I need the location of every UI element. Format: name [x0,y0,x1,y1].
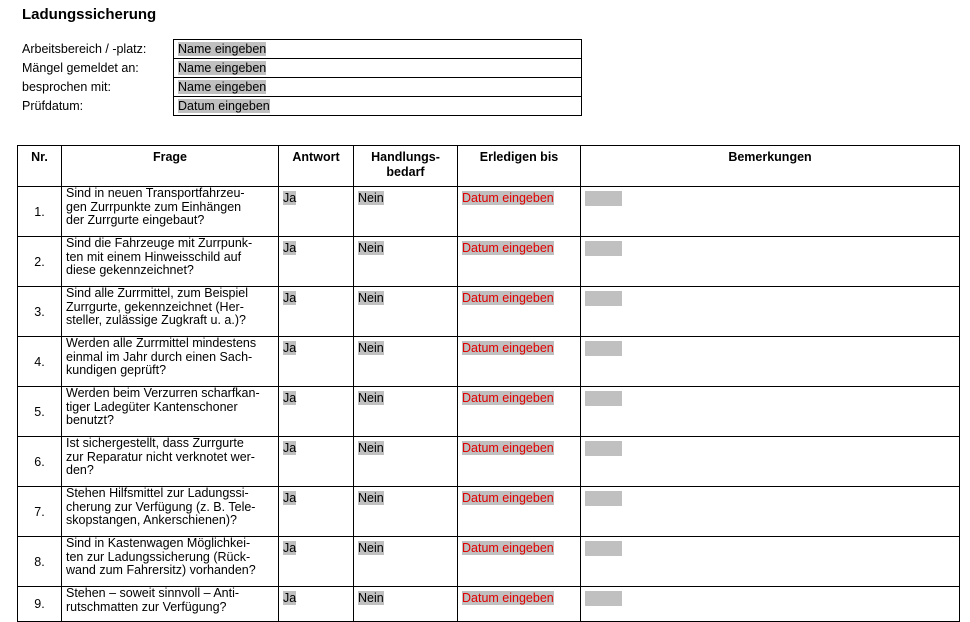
meta-label: Mängel gemeldet an: [22,60,139,75]
question-line: ten zur Ladungssicherung (Rück- [66,549,251,564]
due-date-cell[interactable] [458,487,581,537]
besprochen-field[interactable]: Name eingeben [178,80,267,94]
answer-cell[interactable] [279,437,354,487]
question-cell [62,537,279,587]
table-row [18,187,960,237]
meta-value-cell[interactable] [174,78,582,97]
table-row [18,237,960,287]
action-cell[interactable] [354,387,458,437]
due-date-field[interactable]: Datum eingeben [462,291,554,305]
question-line: Sind alle Zurrmittel, zum Beispiel [66,286,249,300]
question-line: Sind in Kastenwagen Möglichkei- [66,536,251,550]
action-cell[interactable] [354,587,458,622]
question-line: Stehen Hilfsmittel zur Ladungssi- [66,486,249,500]
question-cell [62,587,279,622]
remarks-cell[interactable] [581,437,960,487]
question-line: kundigen geprüft? [66,363,167,377]
meta-form [22,39,582,116]
action-cell[interactable] [354,437,458,487]
due-date-cell[interactable] [458,537,581,587]
remarks-cell[interactable] [581,237,960,287]
due-date-field[interactable]: Datum eingeben [462,591,554,605]
due-date-field[interactable]: Datum eingeben [462,491,554,505]
due-date-field[interactable]: Datum eingeben [462,341,554,355]
due-date-field[interactable]: Datum eingeben [462,391,554,405]
question-cell [62,387,279,437]
remarks-cell[interactable] [581,187,960,237]
remarks-field[interactable] [585,391,622,406]
arbeitsbereich-field[interactable]: Name eingeben [178,42,267,56]
due-date-cell[interactable] [458,187,581,237]
remarks-field[interactable] [585,241,622,256]
row-number: 4. [18,337,62,387]
meta-row-maengel [22,59,582,78]
col-header-handlungsbedarf [354,146,458,187]
col-header-antwort: Antwort [279,146,354,187]
answer-cell[interactable] [279,187,354,237]
answer-cell[interactable] [279,237,354,287]
due-date-cell[interactable] [458,587,581,622]
remarks-field[interactable] [585,591,622,606]
question-line: Ist sichergestellt, dass Zurrgurte [66,436,244,450]
meta-row-besprochen [22,78,582,97]
row-number: 2. [18,237,62,287]
due-date-cell[interactable] [458,437,581,487]
table-row [18,587,960,622]
meta-row-pruefdatum [22,97,582,116]
answer-field[interactable]: Ja [283,441,297,455]
meta-value-cell[interactable] [174,40,582,59]
meta-value-cell[interactable] [174,59,582,78]
question-line: gen Zurrpunkte zum Einhängen [66,199,242,214]
action-cell[interactable] [354,487,458,537]
question-line: Zurrgurte, gekennzeichnet (Her- [66,299,244,314]
answer-cell[interactable] [279,287,354,337]
question-line: diese gekennzeichnet? [66,263,194,277]
row-number: 7. [18,487,62,537]
answer-cell[interactable] [279,337,354,387]
answer-field[interactable]: Ja [283,491,297,505]
remarks-field[interactable] [585,191,622,206]
action-needed-field[interactable]: Nein [358,491,384,505]
action-needed-field[interactable]: Nein [358,541,384,555]
meta-value-cell[interactable] [174,97,582,116]
table-row [18,337,960,387]
table-row [18,437,960,487]
meta-row-arbeitsbereich [22,40,582,59]
row-number: 8. [18,537,62,587]
meta-label: besprochen mit: [22,79,111,94]
remarks-field[interactable] [585,341,622,356]
table-row [18,537,960,587]
due-date-field[interactable]: Datum eingeben [462,241,554,255]
action-cell[interactable] [354,337,458,387]
col-header-nr: Nr. [18,146,62,187]
remarks-cell[interactable] [581,487,960,537]
action-needed-field[interactable]: Nein [358,341,384,355]
question-cell [62,187,279,237]
answer-field[interactable]: Ja [283,191,297,205]
remarks-field[interactable] [585,541,622,556]
question-line: Werden beim Verzurren scharfkan- [66,386,260,400]
table-row [18,387,960,437]
row-number: 3. [18,287,62,337]
header-line-2: bedarf [386,165,425,179]
table-header-row [18,146,960,187]
due-date-field[interactable]: Datum eingeben [462,191,554,205]
action-needed-field[interactable]: Nein [358,391,384,405]
row-number: 5. [18,387,62,437]
question-line: Sind in neuen Transportfahrzeu- [66,186,245,200]
row-number: 9. [18,587,62,622]
answer-cell[interactable] [279,487,354,537]
question-line: Sind die Fahrzeuge mit Zurrpunk- [66,236,253,250]
answer-cell[interactable] [279,587,354,622]
action-cell[interactable] [354,537,458,587]
remarks-field[interactable] [585,291,622,306]
question-line: ten mit einem Hinweisschild auf [66,249,242,264]
answer-field[interactable]: Ja [283,391,297,405]
question-line: zur Reparatur nicht verknotet wer- [66,449,255,464]
action-needed-field[interactable]: Nein [358,441,384,455]
col-header-bemerkungen: Bemerkungen [581,146,960,187]
page-title: Ladungssicherung [22,6,157,23]
question-cell [62,337,279,387]
action-needed-field[interactable]: Nein [358,591,384,605]
question-cell [62,487,279,537]
remarks-cell[interactable] [581,337,960,387]
remarks-cell[interactable] [581,587,960,622]
table-row [18,487,960,537]
question-cell [62,437,279,487]
question-line: rutschmatten zur Verfügung? [66,599,227,614]
meta-label: Arbeitsbereich / -platz: [22,41,147,56]
header-line-1: Handlungs- [371,150,440,164]
remarks-cell[interactable] [581,537,960,587]
due-date-cell[interactable] [458,337,581,387]
question-line: benutzt? [66,413,114,427]
remarks-cell[interactable] [581,287,960,337]
answer-field[interactable]: Ja [283,241,297,255]
question-cell [62,287,279,337]
pruefdatum-field[interactable]: Datum eingeben [178,99,270,113]
action-needed-field[interactable]: Nein [358,191,384,205]
question-line: einmal im Jahr durch einen Sach- [66,349,253,364]
action-cell[interactable] [354,237,458,287]
remarks-field[interactable] [585,441,622,456]
question-line: steller, zulässige Zugkraft u. a.)? [66,313,246,327]
col-header-erledigen: Erledigen bis [458,146,581,187]
due-date-cell[interactable] [458,237,581,287]
question-cell [62,237,279,287]
answer-field[interactable]: Ja [283,341,297,355]
due-date-cell[interactable] [458,387,581,437]
row-number: 6. [18,437,62,487]
due-date-field[interactable]: Datum eingeben [462,441,554,455]
question-line: Werden alle Zurrmittel mindestens [66,336,257,350]
answer-cell[interactable] [279,387,354,437]
action-needed-field[interactable]: Nein [358,241,384,255]
answer-field[interactable]: Ja [283,591,297,605]
checklist-table [17,145,960,622]
answer-cell[interactable] [279,537,354,587]
remarks-cell[interactable] [581,387,960,437]
col-header-frage: Frage [62,146,279,187]
due-date-cell[interactable] [458,287,581,337]
question-line: tiger Ladegüter Kantenschoner [66,399,238,414]
question-line: der Zurrgurte eingebaut? [66,213,205,227]
question-line: den? [66,463,94,477]
question-line: Stehen – soweit sinnvoll – Anti- [66,586,240,600]
row-number: 1. [18,187,62,237]
due-date-field[interactable]: Datum eingeben [462,541,554,555]
remarks-field[interactable] [585,491,622,506]
maengel-field[interactable]: Name eingeben [178,61,267,75]
answer-field[interactable]: Ja [283,541,297,555]
question-line: skopstangen, Ankerschienen)? [66,513,237,527]
action-cell[interactable] [354,187,458,237]
answer-field[interactable]: Ja [283,291,297,305]
table-row [18,287,960,337]
meta-label: Prüfdatum: [22,98,84,113]
action-cell[interactable] [354,287,458,337]
question-line: cherung zur Verfügung (z. B. Tele- [66,499,256,514]
question-line: wand zum Fahrersitz) vorhanden? [66,563,256,577]
action-needed-field[interactable]: Nein [358,291,384,305]
